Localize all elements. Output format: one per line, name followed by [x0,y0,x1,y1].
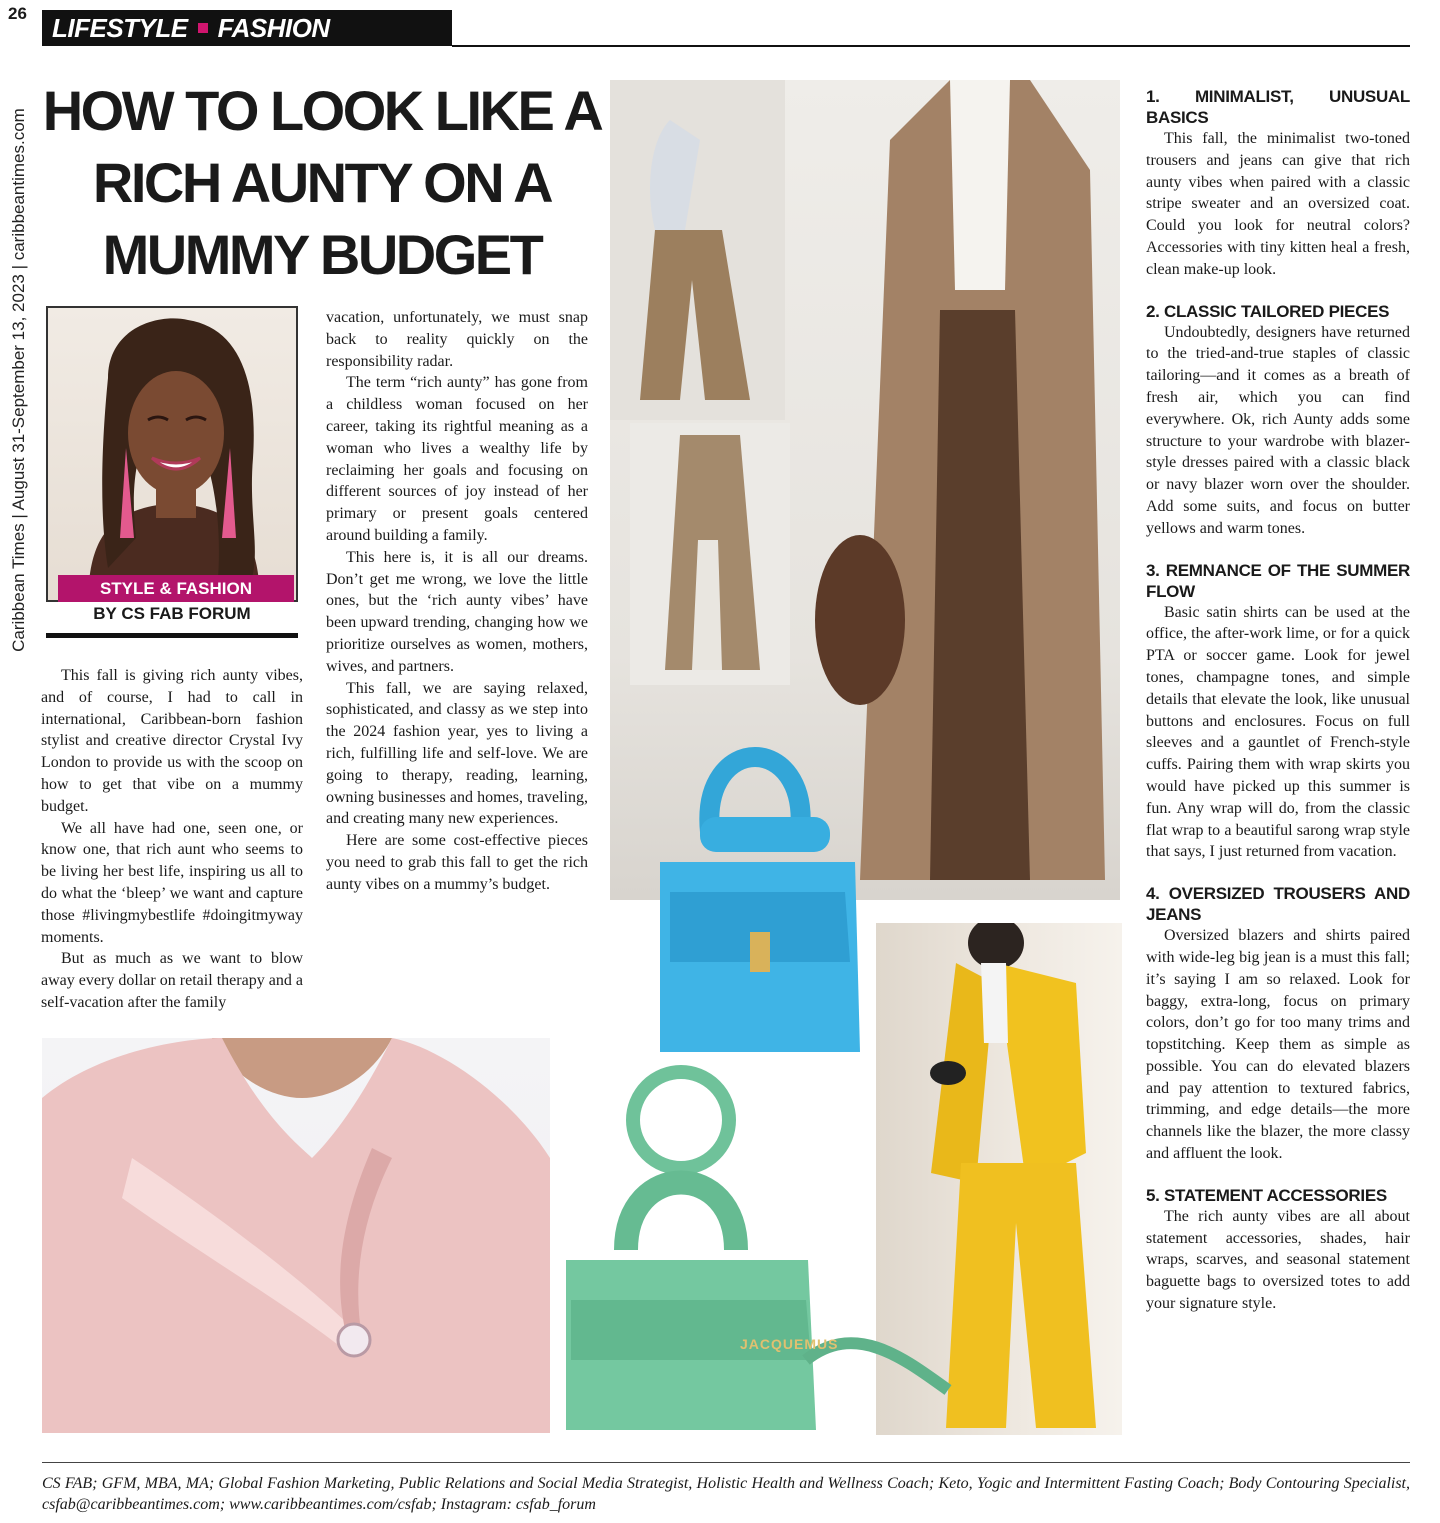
photo-blue-bag [640,712,872,1072]
section-3-body: Basic satin shirts can be used at the office, the after-work lime, or for a quick PTA or soccer game. Look for jewel tones, champagne tones, and simple details that elevate the look, like unusual buttons and enclosures. Focus on full sleeves and a gauntlet of French-style cuffs. Pairing them with wrap skirts you would have picked up this summer is fun. Any wrap will do, from the classic flat wrap to a beautiful sarong wrap style that says, I just returned from vacation. [1146,603,1410,861]
col2-paragraph-3: This here is, it is all our dreams. Don’t get me wrong, we love the little ones, but the ‘rich aunty vibes’ have been upward trending, changing how we prioritize ourselves as women, mothers, wives, and partners. [326,548,588,675]
green-bag-illustration [556,1060,952,1438]
author-footer: CS FAB; GFM, MBA, MA; Global Fashion Marketing, Public Relations and Social Media Strategist, Holistic Health and Wellness Coach; Keto, Yogic and Intermittent Fasting Coach; Body Contouring Specialist, csfab@caribbeantimes.com; www.caribbeantimes.com/csfab; Instagram: csfab_forum [42,1475,1410,1513]
column-tag: STYLE & FASHION [58,575,294,602]
section-5 [1146,1185,1410,1315]
section-2 [1146,301,1410,540]
section-2-heading: 2. CLASSIC TAILORED PIECES [1146,301,1390,321]
section-5-heading: 5. STATEMENT ACCESSORIES [1146,1185,1387,1205]
col1-paragraph-2: We all have had one, seen one, or know one, that rich aunt who seems to be living her best life, inspiring us all to do what the ‘bleep’ we want and capture those #livingmybestlife #doingitmyway moments. [41,819,303,946]
section-4-heading: 4. OVERSIZED TROUSERS AND JEANS [1146,884,1410,925]
footer-rule [42,1462,1410,1463]
headline: HOW TO LOOK LIKE A RICH AUNTY ON A MUMMY BUDGET [42,79,602,286]
portrait-illustration [48,308,298,602]
byline: BY CS FAB FORUM [93,604,251,623]
section-1 [1146,86,1410,281]
section-separator-square [198,23,208,33]
section-3-heading: 3. REMNANCE OF THE SUMMER FLOW [1146,560,1410,601]
satin-wrap-illustration [42,1038,550,1433]
section-1-heading: 1. MINIMALIST, UNUSUAL BASICS [1146,87,1410,127]
col2-paragraph-5: Here are some cost-effective pieces you need to grab this fall to get the rich aunty vibes on a mummy’s budget. [326,832,588,893]
author-portrait [46,306,298,602]
side-folio-text: Caribbean Times | August 31-September 13, 2023 | caribbeantimes.com [9,108,28,652]
section-4 [1146,883,1410,1165]
section-3 [1146,560,1410,864]
col2-paragraph-4: This fall, we are saying relaxed, sophisticated, and classy as we step into the 2024 fashion year, yes to living a rich, fulfilling life and self-love. We are going to therapy, reading, learning, owning businesses and homes, traveling, and creating many new experiences. [326,679,588,828]
side-folio [2,60,36,700]
section-4-body: Oversized blazers and shirts paired with wide-leg big jean is a must this fall; it’s saying I am so relaxed. Look for baggy, extra-long, focus on primary colors, don’t go for too many trims and topstitching. Keep them as simple as possible. You can do elevated blazers and pay attention to textured fabrics, trimming, and edge details—the more channels like the blazer, the more classy and affluent the look. [1146,927,1410,1163]
body-column-1 [41,665,303,1014]
subsection-label: FASHION [217,12,330,43]
section-2-body: Undoubtedly, designers have returned to the tried-and-true staples of classic tailoring—and it comes as a breath of fresh air, which you can find everywhere. Ok, rich Aunty adds some structure to your wardrobe with blazer-style dresses paired with a classic black or navy blazer worn over the shoulder. Add some suits, and focus on butter yellows and warm tones. [1146,323,1410,537]
byline-rule [46,633,298,638]
section-banner [42,10,452,46]
section-1-body: This fall, the minimalist two-toned trousers and jeans can give that rich aunty vibes when paired with a classic stripe sweater and an oversized coat. Could you look for neutral colors? Accessories with tiny kitten heal a fresh, clean make-up look. [1146,130,1410,278]
section-label: LIFESTYLE [52,12,188,43]
photo-pink-satin-wrap [42,1038,550,1433]
section-5-body: The rich aunty vibes are all about statement accessories, shades, hair wraps, scarves, and seasonal statement baguette bags to oversized totes to add your signature style. [1146,1207,1410,1313]
page-number: 26 [8,4,27,23]
bag-brand-label: JACQUEMUS [740,1336,839,1352]
body-column-2 [326,307,588,896]
col1-paragraph-1: This fall is giving rich aunty vibes, and of course, I had to call in international, Caribbean-born fashion stylist and creative director Crystal Ivy London to provide us with the scoop on how to get that vibe on a mummy budget. [41,667,303,815]
col1-paragraph-3: But as much as we want to blow away every dollar on retail therapy and a self-vacation after the family [41,950,303,1011]
header-rule [452,45,1410,47]
body-column-3 [1146,86,1410,1335]
col2-paragraph-1: vacation, unfortunately, we must snap back to reality quickly on the responsibility radar. [326,309,588,370]
col2-paragraph-2: The term “rich aunty” has gone from a childless woman focused on her career, taking its rightful meaning as a woman who lives a wealthy life by reclaiming her goals and focusing on different sources of joy instead of her primary or present goals centered around building a family. [326,374,588,544]
blue-bag-illustration [640,712,872,1072]
photo-green-bag [556,1060,952,1438]
